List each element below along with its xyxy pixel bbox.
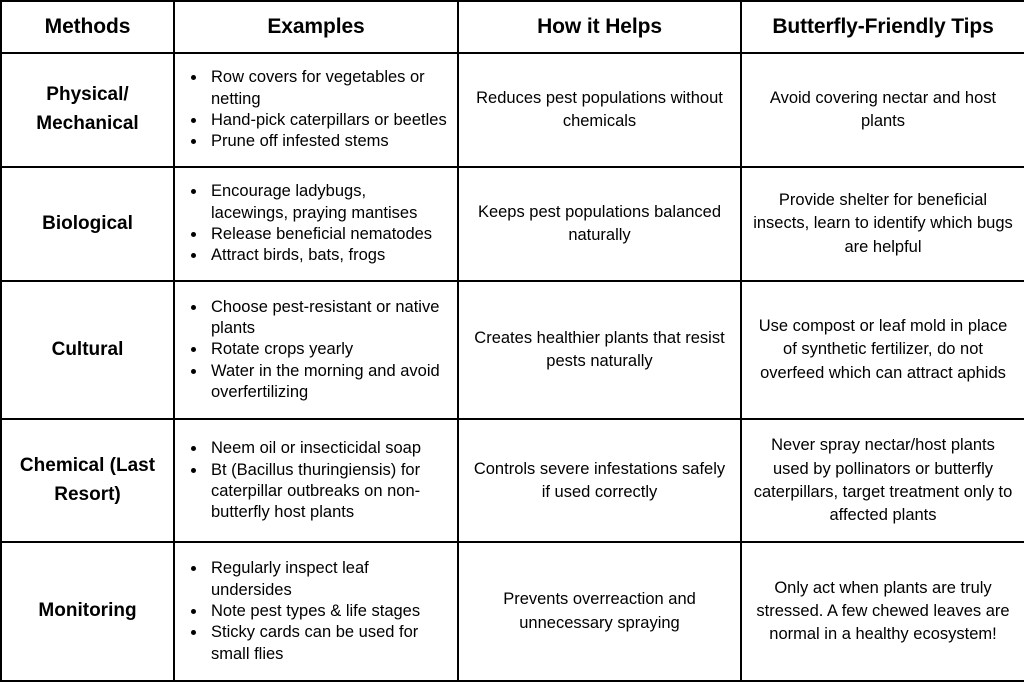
cell-how-it-helps [458,542,741,681]
list-item: • Prune off infested stems [207,131,447,152]
list-item: • Rotate crops yearly [207,339,447,360]
cell-text: Use compost or leaf mold in place of synthetic fertilizer, do not overfeed which can attract aphids [758,317,1008,382]
examples-list [185,558,447,665]
cell-text: Keeps pest populations balanced naturally [477,202,722,244]
cell-how-it-helps [458,419,741,542]
cell-tips [741,281,1024,419]
column-header-butterfly-friendly-tips: Butterfly-Friendly Tips [741,1,1024,53]
list-item: • Choose pest-resistant or native plants [207,297,447,340]
table-row [1,53,1024,167]
table-header [1,1,1024,53]
cell-text: Creates healthier plants that resist pests naturally [474,328,725,371]
cell-text: Never spray nectar/host plants used by pollinators or butterfly caterpillars, target treatment only to affected plants [753,436,1013,525]
cell-text: Reduces pest populations without chemicals [476,88,723,130]
list-item: • Release beneficial nematodes [207,224,447,245]
cell-tips [741,419,1024,542]
cell-tips [741,542,1024,681]
list-item: • Hand-pick caterpillars or beetles [207,110,447,131]
cell-examples [174,53,458,167]
table-header-row [1,1,1024,53]
cell-text: Only act when plants are truly stressed. A few chewed leaves are normal in a healthy ecosystem! [756,578,1010,644]
list-item: • Neem oil or insecticidal soap [207,438,447,459]
cell-text: Controls severe infestations safely if used correctly [473,459,726,501]
cell-method: Monitoring [1,542,174,681]
table-row [1,281,1024,419]
cell-how-it-helps [458,281,741,419]
table-row [1,419,1024,542]
table-row [1,542,1024,681]
cell-examples [174,167,458,281]
cell-examples [174,281,458,419]
cell-text: Provide shelter for beneficial insects, learn to identify which bugs are helpful [753,190,1013,256]
cell-method: Cultural [1,281,174,419]
cell-tips [741,53,1024,167]
list-item: • Row covers for vegetables or netting [207,67,447,110]
cell-method: Physical/ Mechanical [1,53,174,167]
column-header-methods: Methods [1,1,174,53]
column-header-examples: Examples [174,1,458,53]
cell-text: Avoid covering nectar and host plants [769,88,997,130]
list-item: • Bt (Bacillus thuringiensis) for caterpillar outbreaks on non-butterfly host plants [207,460,447,524]
list-item: • Water in the morning and avoid overfertilizing [207,361,447,404]
list-item: • Note pest types & life stages [207,601,447,622]
table-body [1,53,1024,681]
cell-text: Prevents overreaction and unnecessary spraying [503,590,696,632]
cell-method: Chemical (Last Resort) [1,419,174,542]
cell-method: Biological [1,167,174,281]
examples-list [185,297,447,404]
column-header-how-it-helps: How it Helps [458,1,741,53]
examples-list [185,67,447,153]
list-item: • Regularly inspect leaf undersides [207,558,447,601]
cell-examples [174,419,458,542]
list-item: • Encourage ladybugs, lacewings, praying mantises [207,181,447,224]
list-item: • Sticky cards can be used for small flies [207,622,447,665]
cell-tips [741,167,1024,281]
list-item: • Attract birds, bats, frogs [207,245,447,266]
cell-how-it-helps [458,167,741,281]
table-row [1,167,1024,281]
examples-list [185,438,447,524]
examples-list [185,181,447,267]
cell-examples [174,542,458,681]
cell-how-it-helps [458,53,741,167]
